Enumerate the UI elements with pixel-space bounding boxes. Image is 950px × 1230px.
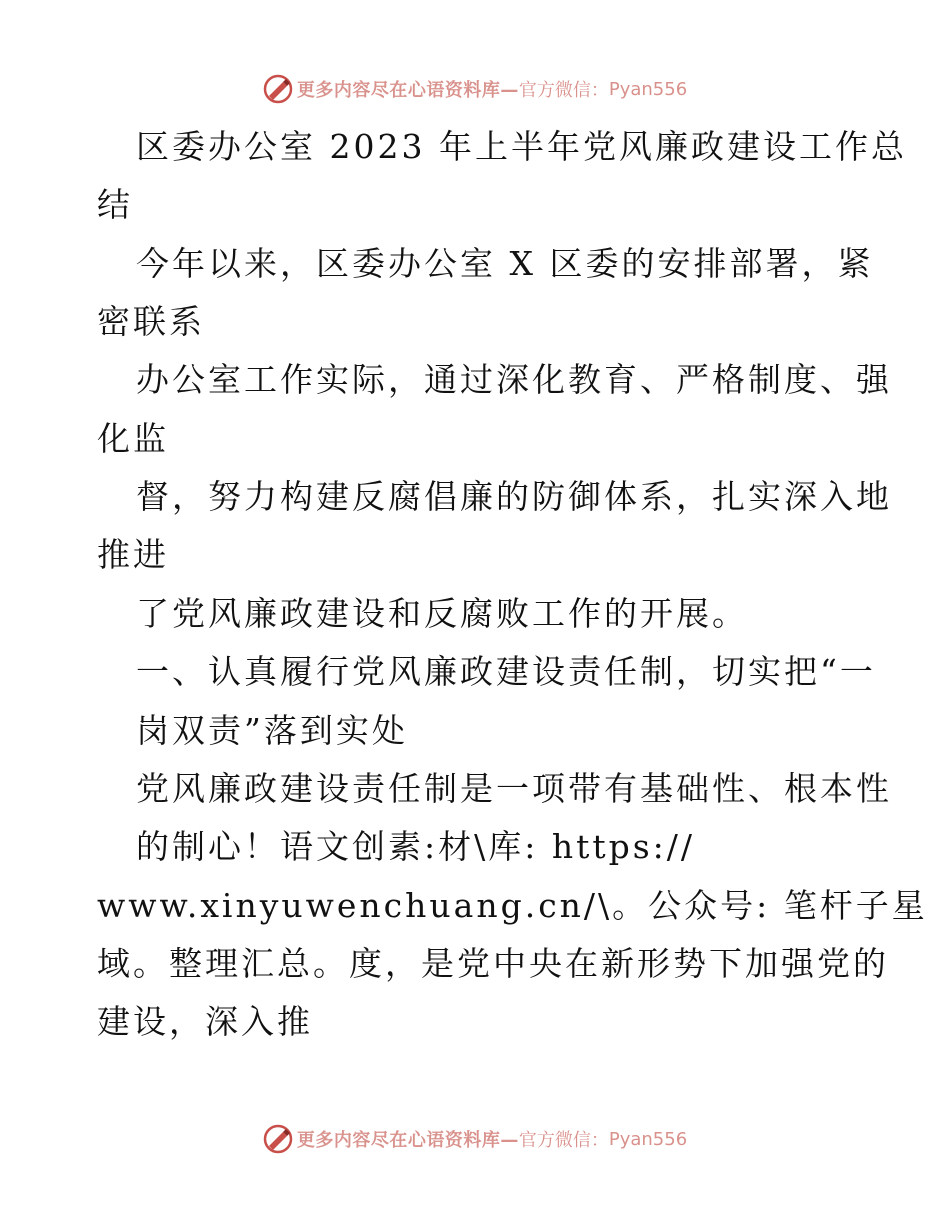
doc-line: 化监 <box>97 419 169 458</box>
doc-line: 一、认真履行党风廉政建设责任制，切实把“一 <box>136 652 876 691</box>
doc-line: 区委办公室 2023 年上半年党风廉政建设工作总 <box>136 127 907 166</box>
pen-logo-icon <box>263 74 293 104</box>
doc-line: 建设，深入推 <box>97 1002 313 1041</box>
doc-line: 今年以来，区委办公室 X 区委的安排部署，紧 <box>136 244 874 283</box>
doc-line: 办公室工作实际，通过深化教育、严格制度、强 <box>136 360 892 399</box>
doc-line: 督，努力构建反腐倡廉的防御体系，扎实深入地 <box>136 477 892 516</box>
doc-line: 的制心！语文创素:材\库: https:// <box>136 827 696 866</box>
doc-line: 域。整理汇总。度，是党中央在新形势下加强党的 <box>97 944 889 983</box>
banner-wechat-label: 官方微信： <box>518 1130 609 1151</box>
doc-line: 推进 <box>97 535 169 574</box>
header-banner <box>0 72 950 106</box>
doc-line: 党风廉政建设责任制是一项带有基础性、根本性 <box>136 769 892 808</box>
doc-line: www.xinyuwenchuang.cn/\。公众号: 笔杆子星 <box>97 886 928 925</box>
doc-line: 岗双责”落到实处 <box>136 711 408 750</box>
banner-text: 更多内容尽在心语资料库— <box>296 80 519 101</box>
banner-wechat-id: Pyan556 <box>608 78 688 100</box>
banner-wechat-label: 官方微信： <box>518 80 609 101</box>
doc-line: 结 <box>97 185 133 224</box>
footer-banner <box>0 1122 950 1156</box>
doc-line: 了党风廉政建设和反腐败工作的开展。 <box>136 594 748 633</box>
banner-text: 更多内容尽在心语资料库— <box>296 1130 519 1151</box>
banner-wechat-id: Pyan556 <box>608 1128 688 1150</box>
pen-logo-icon <box>263 1124 293 1154</box>
doc-line: 密联系 <box>97 302 205 341</box>
